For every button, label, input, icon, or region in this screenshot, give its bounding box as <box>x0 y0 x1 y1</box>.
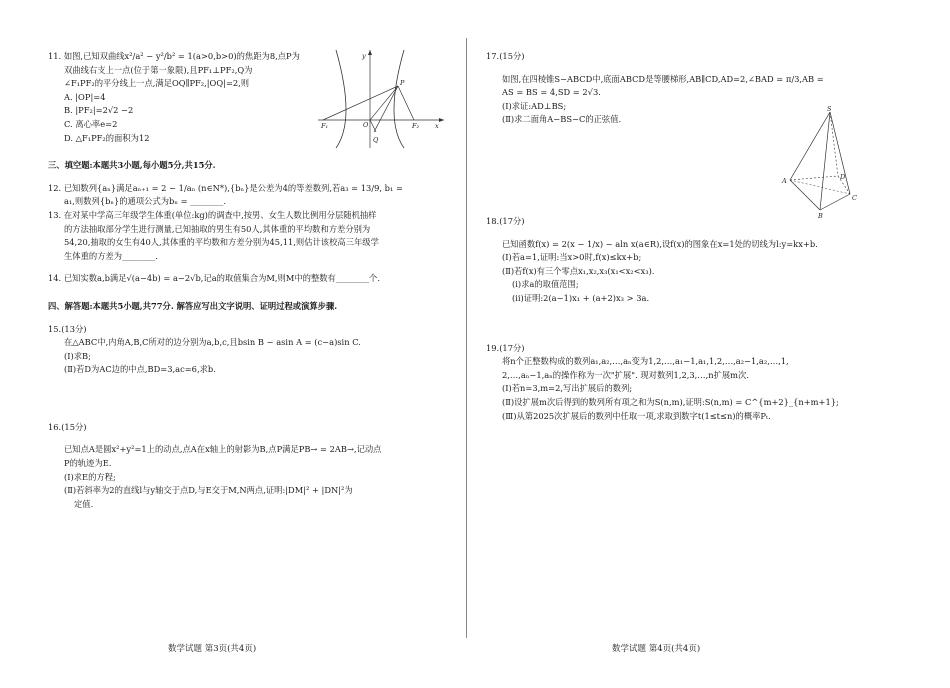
q11-option-a: A. |OP|=4 <box>64 91 106 102</box>
q19-line: 2,…,aₙ−1,aₙ的操作称为一次"扩展". 现对数列1,2,3,…,n扩展m次. <box>502 369 749 380</box>
q13-line: 的方法抽取部分学生进行测量,已知抽取的男生有50人,其体重的平均数和方差分别为 <box>64 223 371 234</box>
pyramid-figure <box>782 105 864 220</box>
hyperbola-right-branch <box>394 50 404 148</box>
edge-sc <box>830 112 850 194</box>
question-18 <box>486 215 894 306</box>
q19-line: 19.(17分) <box>486 342 525 353</box>
q16-line: 16.(15分) <box>48 421 87 432</box>
fig1-label: P <box>400 79 405 87</box>
edge-bc <box>820 194 850 210</box>
q18-line: (ⅰ)求a的取值范围; <box>512 279 579 290</box>
fig2-label: A <box>782 177 787 185</box>
q11-option-b: B. |PF₂|=2√2 −2 <box>64 105 134 116</box>
fig1-label: Q <box>373 136 379 144</box>
q16-line: (Ⅰ)求E的方程; <box>64 471 116 482</box>
right-column <box>486 38 894 423</box>
q12-line: 12. 已知数列{aₙ}满足aₙ₊₁ = 2 − 1/aₙ (n∈N*),{bₙ}是公差为4的等差数列,若a₃ = 13/9, b₁ = <box>48 182 403 193</box>
question-16 <box>48 421 448 512</box>
q13-line: 生体重的方差为________. <box>64 250 158 261</box>
fig1-label: F₂ <box>412 122 420 130</box>
x-axis-arrow <box>439 118 444 122</box>
q19-line: (Ⅱ)设扩展m次后得到的数列所有项之和为S(n,m),证明:S(n,m) = C^{m+2}_{n+m+1}; <box>502 396 839 407</box>
q16-line: 已知点A是圆x²+y²=1上的动点,点A在x轴上的射影为B,点P满足PB→ = 2AB→,记动点 <box>64 444 382 455</box>
q18-line: 18.(17分) <box>486 215 525 226</box>
segment-p-f2 <box>398 86 414 120</box>
column-divider <box>466 38 467 638</box>
edge-ab <box>790 180 820 210</box>
fig1-label: O <box>363 121 369 129</box>
q18-line: (Ⅱ)若f(x)有三个零点x₁,x₂,x₃(x₁<x₂<x₃). <box>502 265 655 276</box>
q17-line: (Ⅰ)求证:AD⊥BS; <box>502 100 567 111</box>
section-3-title: 三、填空题:本题共3小题,每小题5分,共15分. <box>48 160 216 171</box>
fig2-label: S <box>827 105 832 113</box>
q16-line: P的轨迹为E. <box>64 458 112 469</box>
question-19 <box>486 342 894 424</box>
q12-line: a₁,则数列{bₙ}的通项公式为bₙ = ________. <box>64 196 226 207</box>
fig1-label: y <box>362 52 366 60</box>
question-13 <box>48 209 448 263</box>
fig2-label: D <box>840 173 846 181</box>
hyperbola-left-branch <box>336 50 346 148</box>
page-footer-left: 数学试题 第3页(共4页) <box>168 644 257 654</box>
q19-line: (Ⅰ)若n=3,m=2,写出扩展后的数列; <box>502 383 633 394</box>
q15-line: (Ⅱ)若D为AC边的中点,BD=3,ac=6,求b. <box>64 364 216 375</box>
question-14: 14. 已知实数a,b满足√(a−4b) = a−2√b,记a的取值集合为M,则M中的整数有________个. <box>48 273 380 284</box>
question-12 <box>48 182 448 209</box>
page-footer-right: 数学试题 第4页(共4页) <box>612 644 701 654</box>
q18-line: (ⅱ)证明:2(a−1)x₁ + (a+2)x₃ > 3a. <box>512 292 650 303</box>
fig2-label: B <box>818 212 823 220</box>
q18-line: (Ⅰ)若a=1,证明:当x>0时,f(x)≤kx+b; <box>502 252 642 263</box>
edge-sd <box>830 112 838 176</box>
segment-o-q <box>370 120 376 132</box>
edge-ad <box>790 176 838 180</box>
q11-line: 11. 如图,已知双曲线x²/a² − y²/b² = 1(a>0,b>0)的焦距为8,点P为 <box>48 51 300 61</box>
q13-line: 13. 在对某中学高三年级学生体重(单位:kg)的调查中,按男、女生人数比例用分层随机抽样 <box>48 209 377 220</box>
q17-line: AS = BS = 4,SD = 2√3. <box>502 87 601 98</box>
question-15 <box>48 323 448 377</box>
q16-line: 定值. <box>74 498 94 509</box>
q17-line: 如图,在四棱锥S−ABCD中,底面ABCD是等腰梯形,AB∥CD,AD=2,∠BAD = π/3,AB = <box>502 73 824 84</box>
q13-line: 54,20,抽取的女生有40人,其体重的平均数和方差分别为45,11,则估计该校高三年级学 <box>64 237 379 248</box>
fig1-label: x <box>435 122 439 130</box>
q11-line: ∠F₁PF₂的平分线上一点,满足OQ∥PF₂,|OQ|=2,则 <box>64 78 250 89</box>
q18-line: 已知函数f(x) = 2(x − 1/x) − aln x(a∈R),设f(x)的图象在x=1处的切线为l:y=kx+b. <box>502 238 818 249</box>
q15-line: (Ⅰ)求B; <box>64 350 91 361</box>
q19-line: (Ⅲ)从第2025次扩展后的数列中任取一项,求取到数字t(1≤t≤n)的概率Pₜ. <box>502 410 771 421</box>
q17-line: (Ⅱ)求二面角A−BS−C的正弦值. <box>502 114 622 125</box>
q11-option-c: C. 离心率e=2 <box>64 118 118 129</box>
q11-option-d: D. △F₁PF₂的面积为12 <box>64 132 150 143</box>
bisector-line <box>374 86 398 132</box>
q19-line: 将n个正整数构成的数列a₁,a₂,…,aₙ变为1,2,…,a₁−1,a₁,1,2,…,a₂−1,a₂,…,1, <box>502 356 789 367</box>
q11-line: 双曲线右支上一点(位于第一象限),且PF₁⊥PF₂,Q为 <box>64 64 253 75</box>
hyperbola-figure <box>318 48 448 148</box>
q15-line: 在△ABC中,内角A,B,C所对的边分别为a,b,c,且bsin B − asin A = (c−a)sin C. <box>64 337 361 348</box>
fig1-label: F₁ <box>321 122 329 130</box>
y-axis-arrow <box>368 50 372 55</box>
diagonal-ac <box>790 180 850 194</box>
q15-line: 15.(13分) <box>48 323 87 334</box>
fig2-label: C <box>852 194 857 202</box>
q16-line: (Ⅱ)若斜率为2的直线l与y轴交于点D,与E交于M,N两点,证明:|DM|² + |DN|²为 <box>64 485 353 496</box>
q17-line: 17.(15分) <box>486 51 525 61</box>
segment-f1-p <box>323 86 398 120</box>
section-4-title: 四、解答题:本题共5小题,共77分. 解答应写出文字说明、证明过程或演算步骤. <box>48 300 338 311</box>
